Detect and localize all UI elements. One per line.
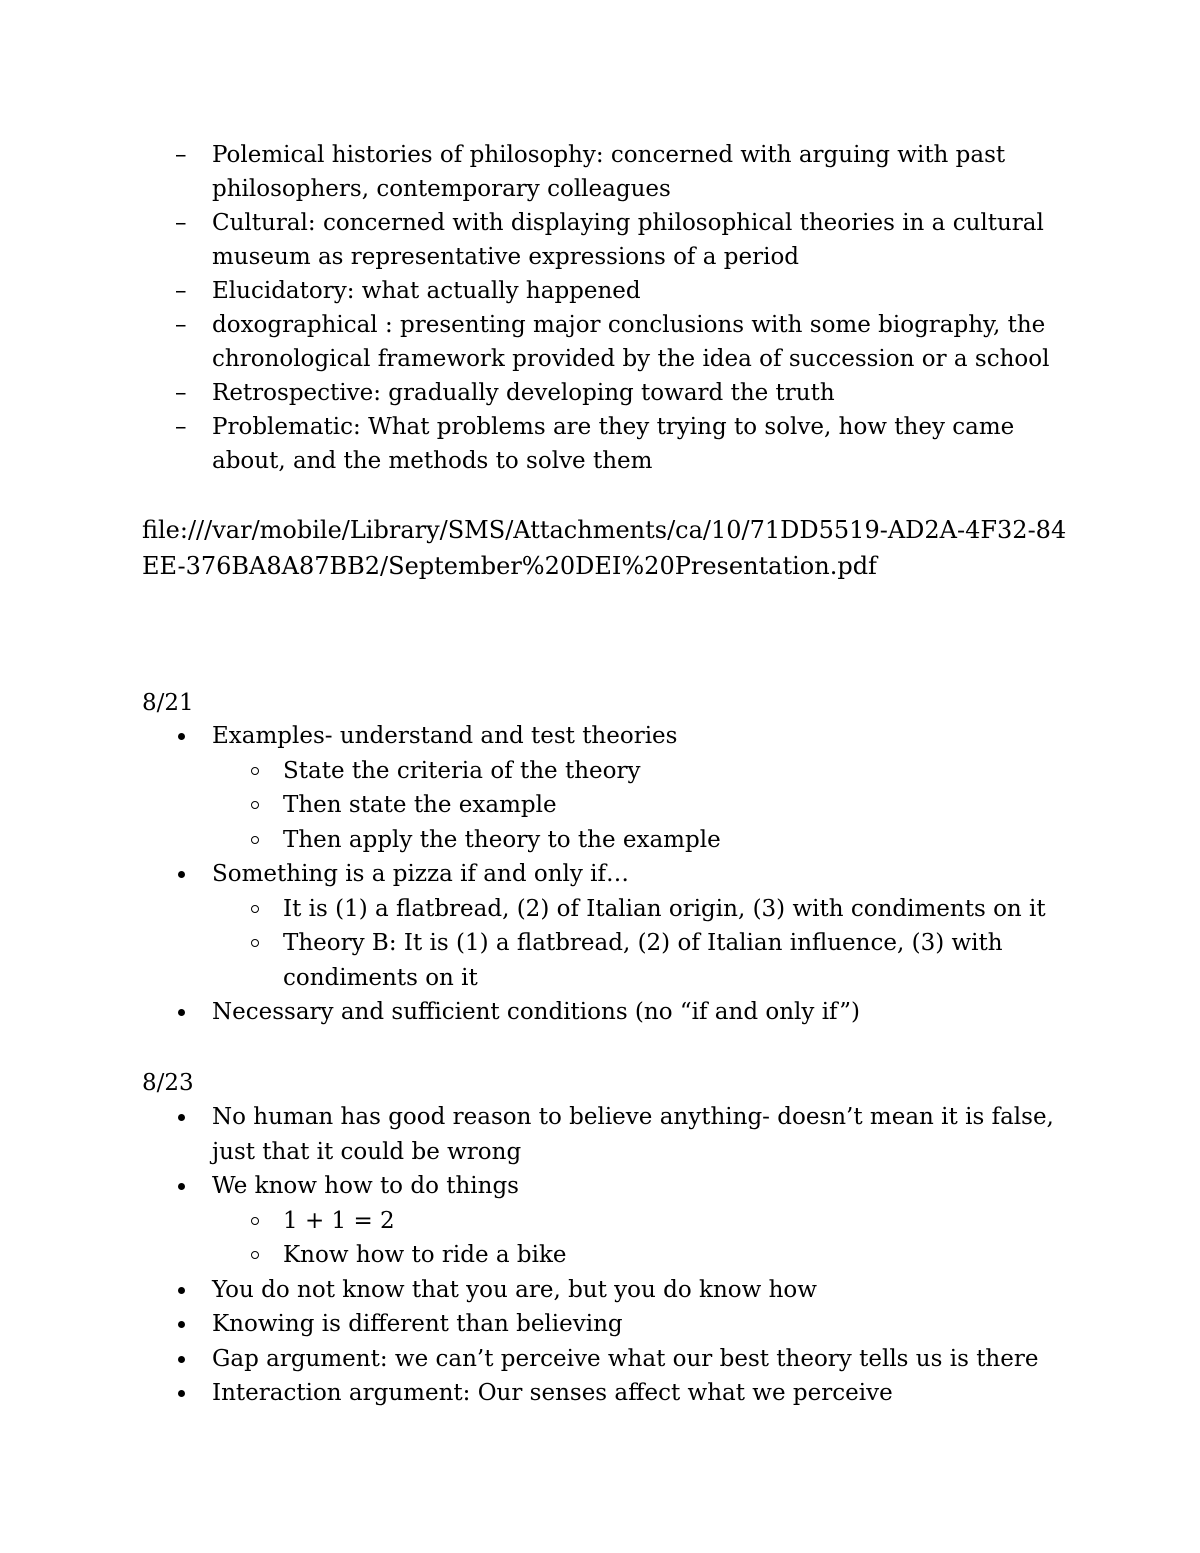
bullet-dot-icon [178,1114,185,1121]
history-types-list [175,138,1075,478]
bullet-dot-icon [178,1183,185,1190]
hollow-circle-icon [251,1251,259,1259]
notes-list [175,1100,1075,1411]
bullet-text: Gap argument: we can’t perceive what our best theory tells us is there [212,1345,1039,1372]
dash-marker: – [175,278,187,304]
dash-item-text: Elucidatory: what actually happened [212,278,641,304]
sub-bullet-text: It is (1) a flatbread, (2) of Italian origin, (3) with condiments on it [283,895,1046,922]
sub-bullet-text: Then apply the theory to the example [283,826,721,853]
section-date: 8/21 [142,690,194,716]
bullet-item [175,1342,1075,1377]
hollow-circle-icon [251,939,259,947]
bullet-text: Interaction argument: Our senses affect what we perceive [212,1380,893,1406]
notes-list [175,719,1075,1030]
dash-marker: – [175,312,187,338]
bullet-dot-icon [178,1356,185,1363]
dash-item-text: Problematic: What problems are they trying to solve, how they came about, and the methods to solve them [212,414,1015,474]
sub-bullet-item [175,788,1075,823]
hollow-circle-icon [251,801,259,809]
bullet-text: We know how to do things [212,1173,519,1199]
bullet-item [175,1307,1075,1342]
file-link[interactable]: file:///var/mobile/Library/SMS/Attachments/ca/10/71DD5519-AD2A-4F32-84EE-376BA8A87BB2/September%20DEI%20Presentation.pdf [142,516,1067,580]
section-date: 8/23 [142,1070,194,1096]
bullet-text: Knowing is different than believing [212,1311,623,1337]
dash-list-item [175,274,1075,308]
sub-bullet-item [175,926,1075,995]
bullet-text: Examples- understand and test theories [212,723,678,749]
bullet-item [175,1100,1075,1169]
bullet-item [175,995,1075,1030]
bullet-item [175,857,1075,892]
hollow-circle-icon [251,836,259,844]
bullet-text: Necessary and sufficient conditions (no “if and only if”) [212,999,860,1025]
bullet-item [175,719,1075,754]
sub-bullet-text: Then state the example [283,792,557,818]
bullet-item [175,1273,1075,1308]
dash-list-item [175,138,1075,206]
bullet-item [175,1376,1075,1411]
bullet-text: Something is a pizza if and only if… [212,861,630,887]
sub-bullet-item [175,1204,1075,1239]
sub-bullet-item [175,823,1075,858]
sub-bullet-item [175,754,1075,789]
sub-bullet-text: Theory B: It is (1) a flatbread, (2) of Italian influence, (3) with condiments on it [283,930,1003,991]
dash-list-item [175,410,1075,478]
bullet-dot-icon [178,1390,185,1397]
dash-item-text: Polemical histories of philosophy: concerned with arguing with past philosophers, contemporary colleagues [212,142,1006,202]
dash-item-text: Cultural: concerned with displaying philosophical theories in a cultural museum as representative expressions of a period [212,210,1044,270]
bullet-text: No human has good reason to believe anything- doesn’t mean it is false, just that it could be wrong [212,1104,1054,1165]
bullet-dot-icon [178,1321,185,1328]
dash-marker: – [175,142,187,168]
sub-bullet-item [175,892,1075,927]
dash-marker: – [175,414,187,440]
bullet-dot-icon [178,871,185,878]
bullet-dot-icon [178,1009,185,1016]
hollow-circle-icon [251,767,259,775]
dash-list-item [175,308,1075,376]
dash-marker: – [175,210,187,236]
dash-item-text: Retrospective: gradually developing toward the truth [212,380,835,406]
bullet-dot-icon [178,1287,185,1294]
dash-marker: – [175,380,187,406]
dash-list-item [175,206,1075,274]
bullet-item [175,1169,1075,1204]
dash-list-item [175,376,1075,410]
sub-bullet-text: 1 + 1 = 2 [283,1207,395,1234]
bullet-dot-icon [178,733,185,740]
hollow-circle-icon [251,905,259,913]
dash-item-text: doxographical : presenting major conclusions with some biography, the chronological framework provided by the idea of succession or a school [212,312,1050,372]
sub-bullet-item [175,1238,1075,1273]
hollow-circle-icon [251,1217,259,1225]
sub-bullet-text: State the criteria of the theory [283,757,641,784]
bullet-text: You do not know that you are, but you do know how [212,1276,817,1303]
sub-bullet-text: Know how to ride a bike [283,1242,567,1268]
